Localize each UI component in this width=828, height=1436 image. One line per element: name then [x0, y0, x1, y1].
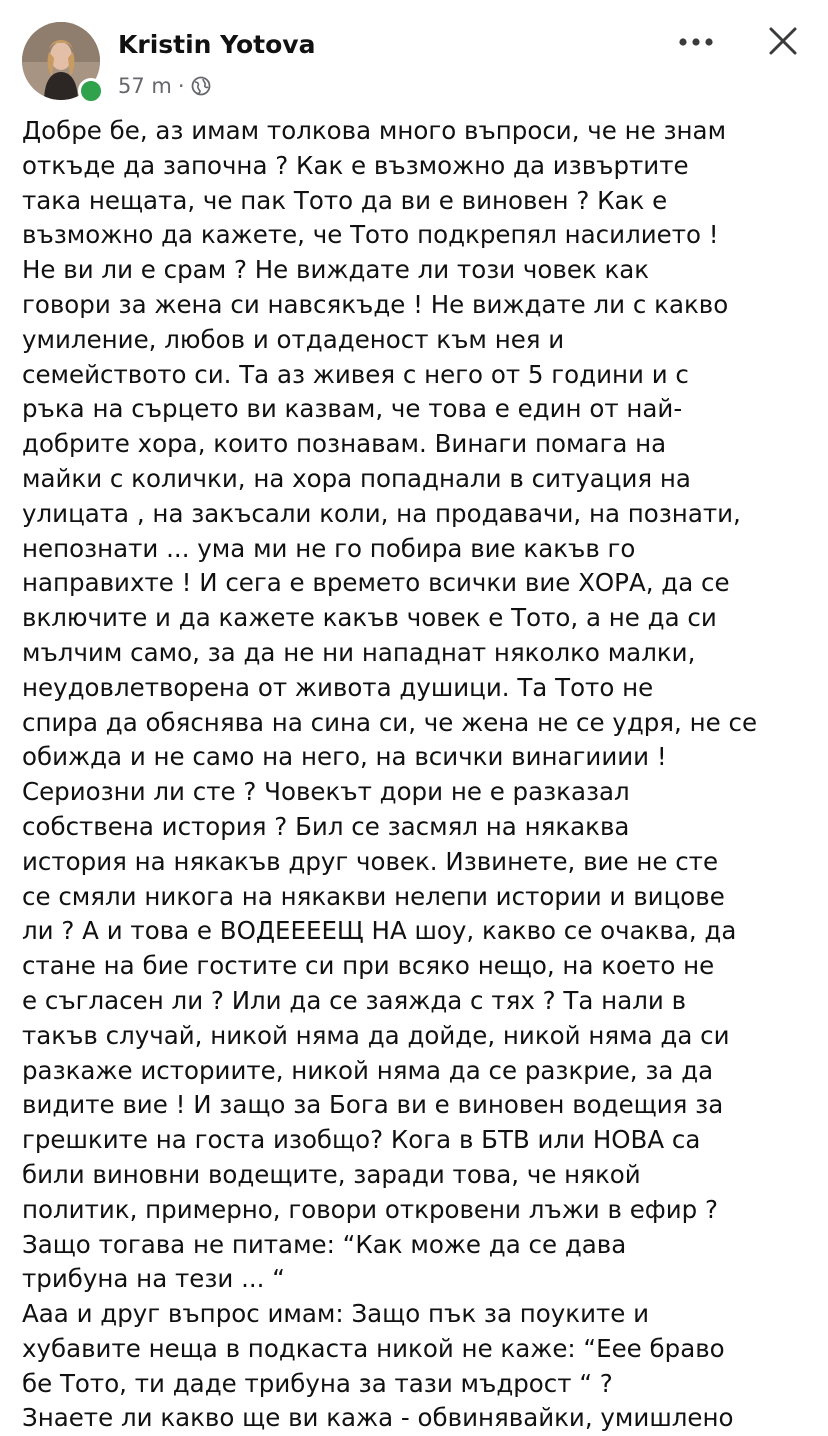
post-text [22, 114, 818, 1436]
post-text-line: такъв случай, никой няма да дойде, никой няма да си [22, 1020, 730, 1050]
post-text-line: обижда и не само на него, на всички винагииии ! [22, 742, 667, 772]
post-text-line: хубавите неща в подкаста никой не каже: “Еее браво [22, 1333, 725, 1363]
post-text-line: възможно да кажете, че Тото подкрепял насилието ! [22, 220, 719, 250]
post-text-line: Знаете ли какво ще ви кажа - обвинявайки, умишлено [22, 1403, 734, 1433]
post-text-line: е съгласен ли ? Или да се заяжда с тях ? Та нали в [22, 985, 687, 1015]
globe-icon[interactable] [191, 76, 211, 96]
post-text-line: Добре бе, аз имам толкова много въпроси, че не знам [22, 116, 727, 145]
post-text-line: неудовлетворена от живота душици. Та Тото не [22, 672, 654, 702]
post-header [0, 0, 828, 112]
post-text-line: ръка на сърцето ви казвам, че това е един от най- [22, 394, 683, 424]
post-text-line: направихте ! И сега е времето всички вие ХОРА, да се [22, 568, 730, 598]
online-status-dot [78, 78, 104, 104]
post-text-line: така нещата, че пак Тото да ви е виновен ? Как е [22, 185, 668, 215]
post-text-line: ли ? А и това е ВОДЕЕЕЕЩ НА шоу, какво се очаква, да [22, 916, 737, 946]
post-text-line: собствена история ? Бил се засмял на някаква [22, 811, 630, 841]
post-text-line: Сериозни ли сте ? Човекът дори не е разказал [22, 777, 630, 807]
post-text-line: откъде да започна ? Как е възможно да извъртите [22, 150, 689, 180]
post-text-line: майки с колички, на хора попаднали в ситуация на [22, 463, 691, 493]
post-text-line: семейството си. Та аз живея с него от 5 години и с [22, 359, 689, 389]
post-text-line: включите и да кажете какъв човек е Тото, а не да си [22, 603, 717, 633]
post-text-line: бе Тото, ти даде трибуна за тази мъдрост “ ? [22, 1368, 613, 1398]
post-text-line: история на някакъв друг човек. Извинете, вие не сте [22, 846, 719, 876]
post-text-line: Не ви ли е срам ? Не виждате ли този човек как [22, 255, 650, 285]
author-name[interactable]: Kristin Yotova [118, 30, 316, 59]
post-text-line: политик, примерно, говори откровени лъжи в ефир ? [22, 1194, 719, 1224]
post-text-line: улицата , на закъсали коли, на продавачи, на познати, [22, 498, 741, 528]
post-text-line: били виновни водещите, заради това, че някой [22, 1159, 641, 1189]
post-text-line: се смяли никога на някакви нелепи истории и вицове [22, 881, 725, 911]
post-text-line: трибуна на тези ... “ [22, 1264, 285, 1294]
post-text-line: стане на бие гостите си при всяко нещо, на което не [22, 951, 715, 981]
close-icon [768, 26, 798, 60]
more-dots-icon [678, 32, 714, 51]
close-button[interactable] [762, 22, 804, 64]
post-text-line: умиление, любов и отдаденост към нея и [22, 324, 565, 354]
post-text-line: Ааа и друг въпрос имам: Защо пък за поуките и [22, 1299, 650, 1329]
post-text-line: видите вие ! И защо за Бога ви е виновен водещия за [22, 1090, 724, 1120]
post-text-line: говори за жена си навсякъде ! Не виждате ли с какво [22, 289, 729, 319]
post-text-line: разкаже историите, никой няма да се разкрие, за да [22, 1055, 714, 1085]
meta-separator: · [177, 74, 185, 98]
post-text-line: Защо тогава не питаме: “Как може да се дава [22, 1229, 627, 1259]
post-text-line: мълчим само, за да не ни нападнат няколко малки, [22, 637, 696, 667]
post-text-line: добрите хора, които познавам. Винаги помага на [22, 429, 667, 459]
post-meta [118, 72, 211, 100]
post-time[interactable]: 57 m [118, 74, 172, 98]
post-text-line: спира да обяснява на сина си, че жена не се удря, не се [22, 707, 758, 737]
post-text-line: непознати ... ума ми не го побира вие какъв го [22, 533, 636, 563]
post-text-line: грешките на госта изобщо? Кога в БТВ или НОВА са [22, 1125, 701, 1155]
more-options-button[interactable] [676, 26, 716, 56]
